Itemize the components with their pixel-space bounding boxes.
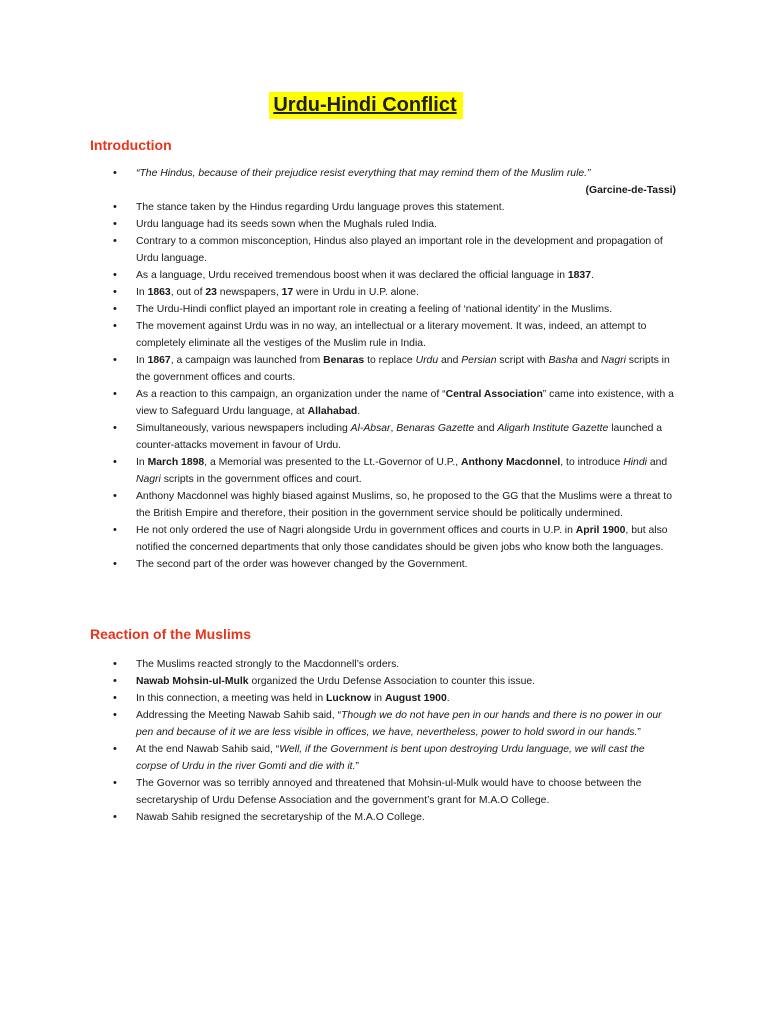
item-text: As a language, Urdu received tremendous boost when it was declared the official language in — [136, 270, 568, 281]
bullet-icon: • — [113, 422, 117, 434]
item-bold: 1863 — [147, 287, 171, 298]
list-item — [0, 556, 676, 573]
item-text: In — [136, 457, 148, 468]
item-italic: Basha — [548, 355, 578, 366]
item-bold: Allahabad — [307, 406, 358, 417]
bullet-icon: • — [113, 743, 117, 755]
item-text: The stance taken by the Hindus regarding Urdu language proves this statement. — [136, 202, 505, 213]
item-text: Nawab Sahib resigned the secretaryship of the M.A.O College. — [136, 812, 425, 823]
item-text: He not only ordered the use of Nagri alongside Urdu in government offices and courts in U.P. in — [136, 525, 576, 536]
item-text: , a campaign was launched from — [170, 355, 324, 366]
item-italic: Well, if the Government is bent upon destroying Urdu language, we will cast the corpse of Urdu in the river Gomti and die with it. — [136, 744, 645, 772]
list-item — [0, 284, 676, 301]
list-item — [0, 301, 676, 318]
list-item — [0, 352, 676, 386]
item-text: in — [371, 693, 385, 704]
list-item — [0, 165, 676, 199]
reaction-list — [0, 656, 676, 826]
list-item — [0, 199, 676, 216]
item-italic: Nagri — [601, 355, 626, 366]
item-text: As a reaction to this campaign, an organization under the name of “ — [136, 389, 446, 400]
item-text: and — [577, 355, 602, 366]
item-bold: 1867 — [147, 355, 171, 366]
list-item — [0, 216, 676, 233]
list-item — [0, 488, 676, 522]
item-text: , out of — [170, 287, 206, 298]
item-bold: August 1900 — [384, 693, 447, 704]
item-text: . — [357, 406, 361, 417]
item-text: scripts in the government offices and courts. — [136, 355, 670, 383]
item-bold: Lucknow — [326, 693, 372, 704]
item-text: . — [591, 270, 594, 281]
item-bold: April 1900 — [575, 525, 626, 536]
list-item — [0, 386, 676, 420]
bullet-icon: • — [113, 675, 117, 687]
list-item — [0, 522, 676, 556]
item-text: newspapers, — [216, 287, 282, 298]
item-bold: Benaras — [323, 355, 365, 366]
bullet-icon: • — [113, 235, 117, 247]
page-title: Urdu-Hindi Conflict — [269, 92, 462, 119]
item-italic: Nagri — [136, 474, 161, 485]
item-text: In — [136, 287, 148, 298]
item-italic: Hindi — [623, 457, 647, 468]
bullet-icon: • — [113, 286, 117, 298]
list-item — [0, 673, 676, 690]
bullet-icon: • — [113, 388, 117, 400]
quote-attribution: (Garcine-de-Tassi) — [585, 185, 676, 196]
bullet-icon: • — [113, 303, 117, 315]
item-text: , a Memorial was presented to the Lt.-Governor of U.P., — [204, 457, 461, 468]
item-text: Contrary to a common misconception, Hindus also played an important role in the development and propagation of Urdu language. — [136, 236, 663, 264]
item-text: and — [438, 355, 462, 366]
list-item — [0, 267, 676, 284]
item-italic: Urdu — [415, 355, 439, 366]
item-bold: 1837 — [567, 270, 591, 281]
bullet-icon: • — [113, 692, 117, 704]
item-text: Urdu language had its seeds sown when the Mughals ruled India. — [136, 219, 437, 230]
bullet-icon: • — [113, 167, 117, 179]
item-italic: Persian — [461, 355, 497, 366]
item-text: The movement against Urdu was in no way, an intellectual or a literary movement. It was, indeed, an attempt to completely eliminate all the vestiges of the Muslim rule in India. — [136, 321, 647, 349]
list-item — [0, 809, 676, 826]
item-text: , but also notified the concerned departments that only those candidates should be given jobs who know both the languages. — [136, 525, 668, 553]
item-text: At the end Nawab Sahib said, “ — [136, 744, 280, 755]
list-item — [0, 420, 676, 454]
item-text: and — [646, 457, 668, 468]
bullet-icon: • — [113, 658, 117, 670]
item-text: script with — [496, 355, 549, 366]
list-item — [0, 741, 676, 775]
item-bold: Nawab Mohsin-ul-Mulk — [136, 676, 249, 687]
list-item — [0, 318, 676, 352]
bullet-icon: • — [113, 709, 117, 721]
bullet-icon: • — [113, 524, 117, 536]
item-text: Addressing the Meeting Nawab Sahib said, “ — [136, 710, 342, 721]
list-item — [0, 233, 676, 267]
bullet-icon: • — [113, 490, 117, 502]
item-italic: Though we do not have pen in our hands and there is no power in our pen and because of it we are less visible in offices, we have, nevertheless, power to hold sword in our hands. — [136, 710, 662, 738]
bullet-icon: • — [113, 320, 117, 332]
item-bold: 17 — [281, 287, 294, 298]
bullet-icon: • — [113, 558, 117, 570]
item-text: . — [446, 693, 450, 704]
item-text: Anthony Macdonnel was highly biased against Muslims, so, he proposed to the GG that the Muslims were a threat to the British Empire and therefore, their position in the government service should be politically undermined. — [136, 491, 672, 519]
item-text: In — [136, 355, 148, 366]
bullet-icon: • — [113, 456, 117, 468]
item-text: and — [474, 423, 498, 434]
title-container — [0, 92, 768, 119]
introduction-list — [0, 165, 676, 573]
item-italic: Al-Absar — [350, 423, 391, 434]
item-text: launched a counter-attacks movement in favour of Urdu. — [136, 423, 663, 451]
bullet-icon: • — [113, 777, 117, 789]
item-text: ” — [637, 727, 641, 738]
item-italic: Benaras Gazette — [396, 423, 475, 434]
item-italic: Aligarh Institute Gazette — [497, 423, 609, 434]
list-item — [0, 656, 676, 673]
item-text: to replace — [364, 355, 416, 366]
item-text: , — [390, 423, 397, 434]
item-text: were in Urdu in U.P. alone. — [293, 287, 419, 298]
item-bold: Anthony Macdonnel — [460, 457, 561, 468]
bullet-icon: • — [113, 354, 117, 366]
section-heading-reaction: Reaction of the Muslims — [90, 626, 252, 642]
item-text: ” — [355, 761, 359, 772]
item-text: The Muslims reacted strongly to the Macdonnell’s orders. — [136, 659, 400, 670]
bullet-icon: • — [113, 218, 117, 230]
item-text: The Governor was so terribly annoyed and threatened that Mohsin-ul-Mulk would have to choose between the secretaryship of Urdu Defense Association and the government’s grant for M.A.O College. — [136, 778, 642, 806]
list-item — [0, 707, 676, 741]
bullet-icon: • — [113, 201, 117, 213]
item-text: Simultaneously, various newspapers including — [136, 423, 351, 434]
item-text: In this connection, a meeting was held in — [136, 693, 327, 704]
quote-text: “The Hindus, because of their prejudice resist everything that may remind them of the Muslim rule.” — [136, 168, 591, 179]
item-text: organized the Urdu Defense Association to counter this issue. — [248, 676, 536, 687]
item-text: The Urdu-Hindi conflict played an important role in creating a feeling of ‘national identity’ in the Muslims. — [136, 304, 613, 315]
item-bold: 23 — [205, 287, 217, 298]
bullet-icon: • — [113, 269, 117, 281]
bullet-icon: • — [113, 811, 117, 823]
item-bold: Central Association — [445, 389, 543, 400]
list-item — [0, 690, 676, 707]
item-text: , to introduce — [560, 457, 624, 468]
item-bold: March 1898 — [147, 457, 205, 468]
item-text: scripts in the government offices and court. — [160, 474, 362, 485]
section-heading-introduction: Introduction — [90, 137, 172, 153]
item-text: ” came into existence, with a view to Safeguard Urdu language, at — [136, 389, 674, 417]
list-item — [0, 775, 676, 809]
item-text: The second part of the order was however changed by the Government. — [136, 559, 468, 570]
list-item — [0, 454, 676, 488]
